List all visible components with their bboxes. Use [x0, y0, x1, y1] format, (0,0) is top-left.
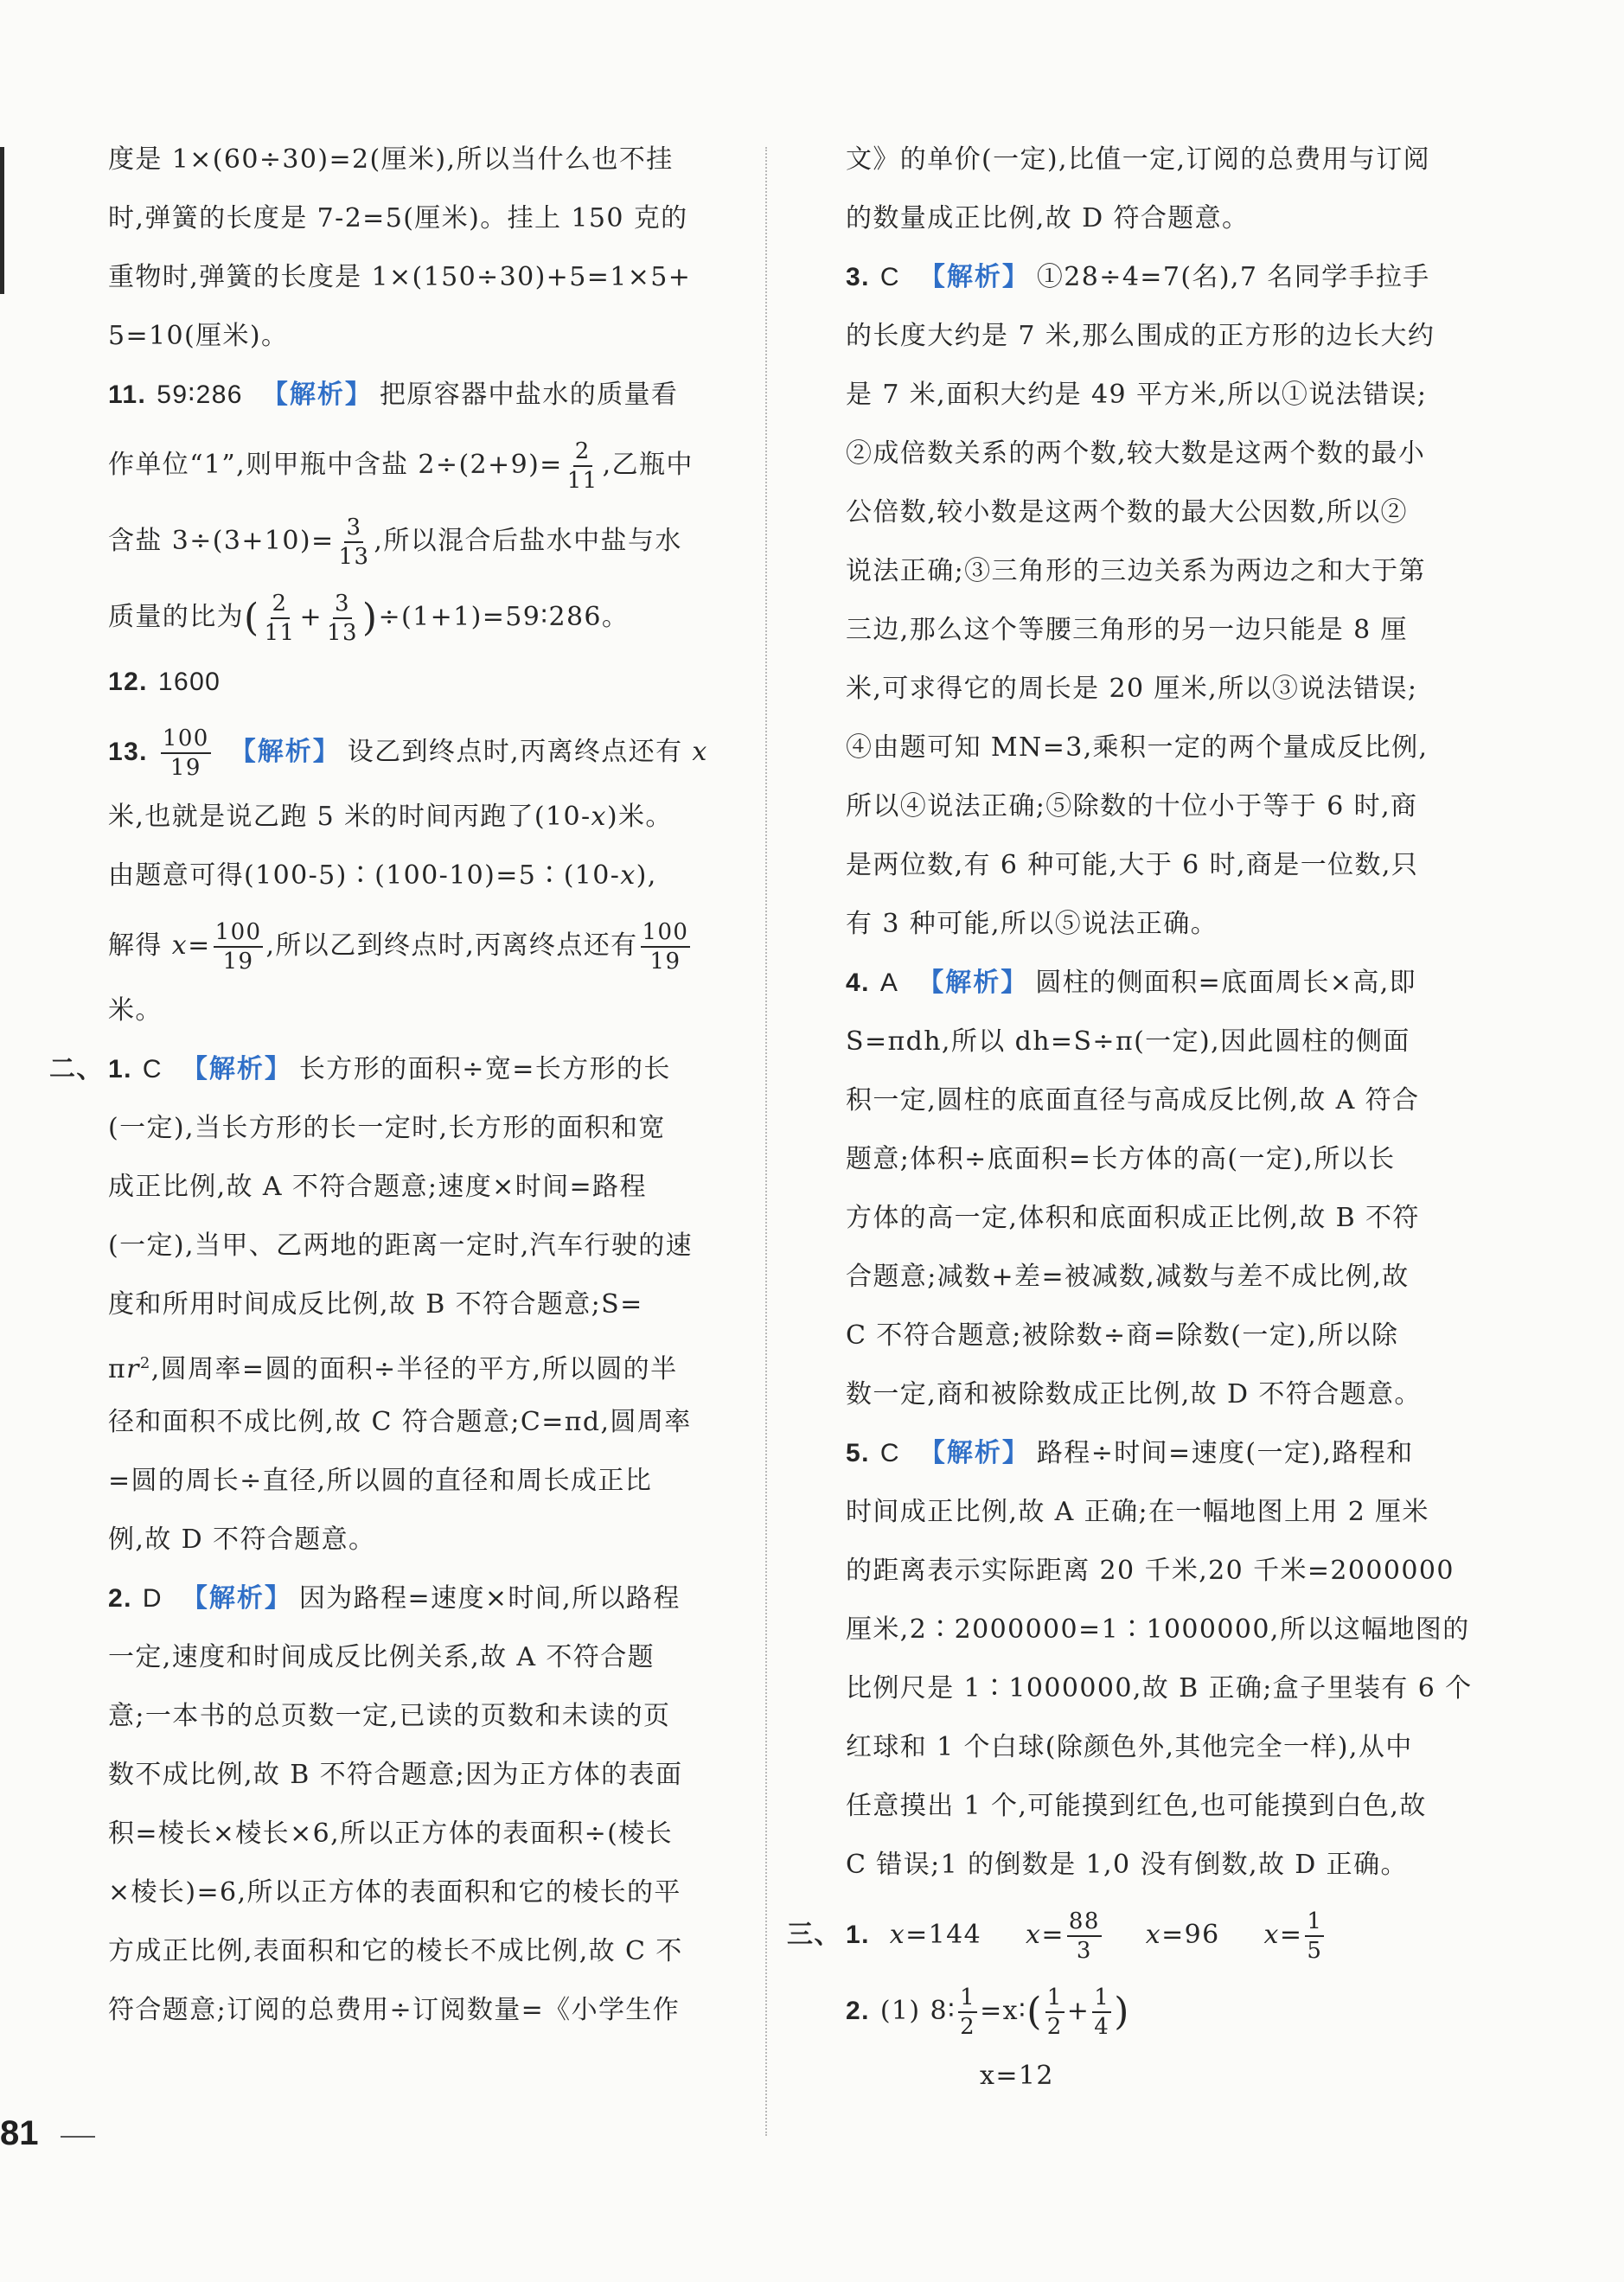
text-line: C 不符合题意;被除数÷商=除数(一定),所以除 — [846, 1320, 1399, 1351]
operator: = — [1041, 1920, 1065, 1950]
question-12-line — [108, 665, 731, 700]
analysis-tag: 【解析】 — [917, 968, 1029, 998]
page-number-rule — [61, 2136, 95, 2138]
fraction — [566, 440, 600, 492]
denominator: 13 — [338, 544, 370, 570]
operator: = — [1279, 1920, 1303, 1950]
numerator: 3 — [344, 516, 363, 543]
text-line: 的数量成正比例,故 D 符合题意。 — [846, 203, 1250, 233]
text-line: 度和所用时间成反比例,故 B 不符合题意;S= — [108, 1289, 643, 1320]
left-paren: ( — [244, 596, 260, 640]
answer: D — [142, 1584, 163, 1613]
text: 因为路程=速度×时间,所以路程 — [298, 1583, 681, 1614]
text-line: 是两位数,有 6 种可能,大于 6 时,商是一位数,只 — [846, 850, 1419, 880]
text-line: 积一定,圆柱的底面直径与高成反比例,故 A 符合 — [846, 1085, 1420, 1115]
answer: C — [879, 263, 900, 291]
left-paren: ( — [1026, 1990, 1043, 2034]
question-number: 1. — [108, 1055, 132, 1083]
text: =x∶ — [980, 1996, 1027, 2026]
analysis-tag: 【解析】 — [261, 380, 373, 410]
denominator: 4 — [1094, 2014, 1110, 2040]
numerator: 100 — [641, 921, 691, 948]
fraction — [1305, 1910, 1324, 1962]
text-line: 题意;体积÷底面积=长方体的高(一定),所以长 — [846, 1144, 1396, 1174]
answer-value: =144 — [905, 1920, 982, 1950]
section-3-question-2-line — [846, 1983, 1468, 2040]
denominator: 19 — [649, 949, 681, 975]
operator: + — [1066, 1996, 1090, 2026]
analysis-tag: 【解析】 — [181, 1583, 292, 1614]
question-number: 1. — [846, 1921, 870, 1949]
text: 长方形的面积÷宽=长方形的长 — [298, 1054, 671, 1084]
text-line — [108, 437, 731, 494]
text: ,乙瓶中 — [602, 450, 694, 480]
denominator: 13 — [327, 620, 358, 646]
question-4-line — [846, 966, 1468, 1000]
numerator: 100 — [161, 727, 211, 754]
text: (1) 8∶ — [879, 1996, 956, 2026]
text: ①28÷4=7(名),7 名同学手拉手 — [1036, 262, 1430, 292]
text: ,所以混合后盐水中盐与水 — [374, 526, 682, 556]
text-line: 由题意可得(100-5)∶(100-10)=5∶(10-x), — [108, 860, 657, 891]
answer: C — [142, 1055, 163, 1083]
text: 含盐 3÷(3+10)= — [108, 526, 335, 556]
question-13-line: 13. $\frac{100}{19}$ 【解析】 设乙到终点时,丙离终点还有 x — [108, 726, 708, 781]
text-line: 是 7 米,面积大约是 49 平方米,所以①说法错误; — [846, 380, 1428, 410]
fraction — [958, 1986, 977, 2038]
numerator: 2 — [271, 592, 290, 619]
text-line: C 错误;1 的倒数是 1,0 没有倒数,故 D 正确。 — [846, 1850, 1408, 1880]
operator: + — [299, 602, 323, 632]
analysis-tag: 【解析】 — [918, 262, 1030, 292]
answer: C — [879, 1439, 900, 1467]
denominator: 19 — [169, 755, 201, 781]
text: ,所以乙到终点时,丙离终点还有 — [265, 930, 638, 961]
text-line — [108, 589, 731, 646]
text: ), — [636, 860, 657, 891]
text-line: 厘米,2∶2000000=1∶1000000,所以这幅地图的 — [846, 1614, 1470, 1645]
denominator: 3 — [1076, 1938, 1092, 1964]
denominator: 2 — [960, 2014, 976, 2040]
denominator: 11 — [264, 620, 296, 646]
text: 把原容器中盐水的质量看 — [379, 380, 679, 410]
variable: x — [1026, 1920, 1042, 1950]
text: 由题意可得(100-5)∶(100-10)=5∶(10- — [108, 860, 621, 891]
fraction — [263, 592, 297, 644]
text-line: 方体的高一定,体积和底面积成正比例,故 B 不符 — [846, 1203, 1420, 1233]
section-label: 二、 — [49, 1054, 104, 1084]
text-line: (一定),当甲、乙两地的距离一定时,汽车行驶的速 — [108, 1230, 694, 1261]
fraction — [325, 592, 360, 644]
text-line: 文》的单价(一定),比值一定,订阅的总费用与订阅 — [846, 144, 1431, 175]
text-line: 米,也就是说乙跑 5 米的时间丙跑了(10-x)米。 — [108, 802, 673, 832]
text-line: 的距离表示实际距离 20 千米,20 千米=2000000 — [846, 1556, 1455, 1586]
column-divider — [765, 147, 767, 2136]
denominator: 5 — [1307, 1938, 1323, 1964]
text: 设乙到终点时,丙离终点还有 — [347, 737, 683, 767]
denominator: 11 — [566, 468, 598, 494]
text-line: 成正比例,故 A 不符合题意;速度×时间=路程 — [108, 1172, 647, 1202]
text: 圆柱的侧面积=底面周长×高,即 — [1035, 968, 1417, 998]
numerator: 1 — [1092, 1986, 1111, 2013]
text-line: 例,故 D 不符合题意。 — [108, 1525, 376, 1555]
text-line: 合题意;减数+差=被减数,减数与差不成比例,故 — [846, 1262, 1410, 1292]
text-line: 时间成正比例,故 A 正确;在一幅地图上用 2 厘米 — [846, 1497, 1429, 1527]
variable: x — [889, 1920, 906, 1950]
analysis-tag: 【解析】 — [229, 737, 341, 767]
text: 路程÷时间=速度(一定),路程和 — [1036, 1438, 1414, 1468]
analysis-tag: 【解析】 — [918, 1438, 1030, 1468]
numerator: 2 — [573, 440, 592, 467]
text-line: 数一定,商和被除数成正比例,故 D 不符合题意。 — [846, 1379, 1422, 1409]
right-paren: ) — [361, 596, 379, 640]
section-label: 三、 — [787, 1920, 841, 1950]
text-line: 比例尺是 1∶1000000,故 B 正确;盒子里装有 6 个 — [846, 1673, 1473, 1704]
text-line: 所以④说法正确;⑤除数的十位小于等于 6 时,商 — [846, 791, 1418, 821]
question-number: 11. — [108, 380, 147, 409]
numerator: 1 — [1045, 1986, 1065, 2013]
numerator: 88 — [1067, 1910, 1102, 1937]
fraction — [1092, 1986, 1111, 2038]
fraction — [1045, 1986, 1065, 2038]
text-line: ④由题可知 MN=3,乘积一定的两个量成反比例, — [846, 732, 1429, 763]
fraction — [337, 516, 372, 568]
question-3-line — [846, 260, 1468, 295]
question-number: 13. — [108, 738, 148, 766]
variable: x — [1145, 1920, 1162, 1950]
numerator: 1 — [1305, 1910, 1324, 1937]
question-5-line — [846, 1436, 1468, 1471]
text-line: ②成倍数关系的两个数,较大数是这两个数的最小 — [846, 438, 1426, 469]
denominator: 2 — [1046, 2014, 1063, 2040]
answer-value: =96 — [1161, 1920, 1220, 1950]
text-line: 红球和 1 个白球(除颜色外,其他完全一样),从中 — [846, 1732, 1413, 1762]
text: 解得 — [108, 930, 172, 961]
numerator: 100 — [214, 921, 264, 948]
answer-fraction — [161, 727, 211, 779]
question-number: 5. — [846, 1439, 870, 1467]
text-line: (一定),当长方形的长一定时,长方形的面积和宽 — [108, 1113, 666, 1143]
fraction — [1067, 1910, 1102, 1962]
text-line: 符合题意;订阅的总费用÷订阅数量=《小学生作 — [108, 1995, 681, 2025]
text-line — [108, 513, 731, 570]
numerator: 3 — [333, 592, 352, 619]
question-2-line — [108, 1582, 731, 1616]
text-line: 说法正确;③三角形的三边关系为两边之和大于第 — [846, 556, 1426, 586]
text-line: 米。 — [108, 995, 163, 1026]
text-line: 径和面积不成比例,故 C 符合题意;C=πd,圆周率 — [108, 1407, 692, 1437]
text: 质量的比为 — [108, 602, 244, 632]
fraction — [214, 921, 264, 973]
text-line: 数不成比例,故 B 不符合题意;因为正方体的表面 — [108, 1760, 683, 1790]
text-line: ×棱长)=6,所以正方体的表面积和它的棱长的平 — [108, 1877, 681, 1908]
answer-value: x=12 — [980, 2061, 1054, 2091]
text: 作单位“1”,则甲瓶中含盐 2÷(2+9)= — [108, 450, 563, 480]
text-line: 一定,速度和时间成反比例关系,故 A 不符合题 — [108, 1642, 655, 1672]
section-2-question-1-line — [49, 1052, 731, 1087]
left-column — [49, 143, 731, 2052]
text-line: 重物时,弹簧的长度是 1×(150÷30)+5=1×5+ — [108, 262, 692, 292]
text: )米。 — [606, 802, 673, 832]
numerator: 1 — [958, 1986, 977, 2013]
analysis-tag: 【解析】 — [181, 1054, 292, 1084]
right-column — [787, 143, 1473, 2118]
answer: 1600 — [157, 668, 221, 696]
text-line: 度是 1×(60÷30)=2(厘米),所以当什么也不挂 — [108, 144, 674, 175]
text-line: 米,可求得它的周长是 20 厘米,所以③说法错误; — [846, 674, 1418, 704]
fraction — [641, 921, 691, 973]
binding-spine-mark — [0, 147, 4, 294]
question-number: 2. — [846, 1997, 870, 2025]
text-line: 三边,那么这个等腰三角形的另一边只能是 8 厘 — [846, 615, 1408, 645]
right-paren: ) — [1114, 1990, 1130, 2034]
question-11-line — [108, 378, 731, 412]
text-line: 的长度大约是 7 米,那么围成的正方形的边长大约 — [846, 321, 1435, 351]
answer: A — [879, 968, 899, 997]
question-number: 12. — [108, 668, 148, 696]
text: ,圆周率=圆的面积÷半径的平方,所以圆的半 — [150, 1354, 678, 1384]
text-line — [846, 2059, 1468, 2093]
question-number: 4. — [846, 968, 870, 997]
text-line: 时,弹簧的长度是 7-2=5(厘米)。挂上 150 克的 — [108, 203, 688, 233]
question-number: 2. — [108, 1584, 132, 1613]
text-line: 意;一本书的总页数一定,已读的页数和未读的页 — [108, 1701, 671, 1731]
answer: 59∶286 — [157, 380, 243, 409]
denominator: 19 — [222, 949, 254, 975]
text-line: 任意摸出 1 个,可能摸到红色,也可能摸到白色,故 — [846, 1791, 1427, 1821]
text-line: S=πdh,所以 dh=S÷π(一定),因此圆柱的侧面 — [846, 1026, 1410, 1057]
operator: = — [188, 930, 211, 961]
text-line: 积=棱长×棱长×6,所以正方体的表面积÷(棱长 — [108, 1819, 674, 1849]
text: ÷(1+1)=59∶286。 — [378, 602, 630, 632]
text: 米,也就是说乙跑 5 米的时间丙跑了(10- — [108, 802, 591, 832]
text-line: $\pi r^2$,圆周率=圆的面积÷半径的平方,所以圆的半 — [108, 1354, 678, 1384]
question-number: 3. — [846, 263, 870, 291]
text-line: =圆的周长÷直径,所以圆的直径和周长成正比 — [108, 1466, 653, 1496]
variable: x — [1263, 1920, 1280, 1950]
page-number: 81 — [0, 2114, 39, 2152]
text-line: 5=10(厘米)。 — [108, 321, 289, 351]
section-3-question-1-line — [787, 1907, 1468, 1964]
text-line: 解得 x= $\frac{100}{19}$ ,所以乙到终点时,丙离终点还有 $\frac{100}{19}$ — [108, 919, 689, 975]
text-line: 有 3 种可能,所以⑤说法正确。 — [846, 909, 1218, 939]
text-line: 方成正比例,表面积和它的棱长不成比例,故 C 不 — [108, 1936, 683, 1966]
text-line: 公倍数,较小数是这两个数的最大公因数,所以② — [846, 497, 1408, 527]
